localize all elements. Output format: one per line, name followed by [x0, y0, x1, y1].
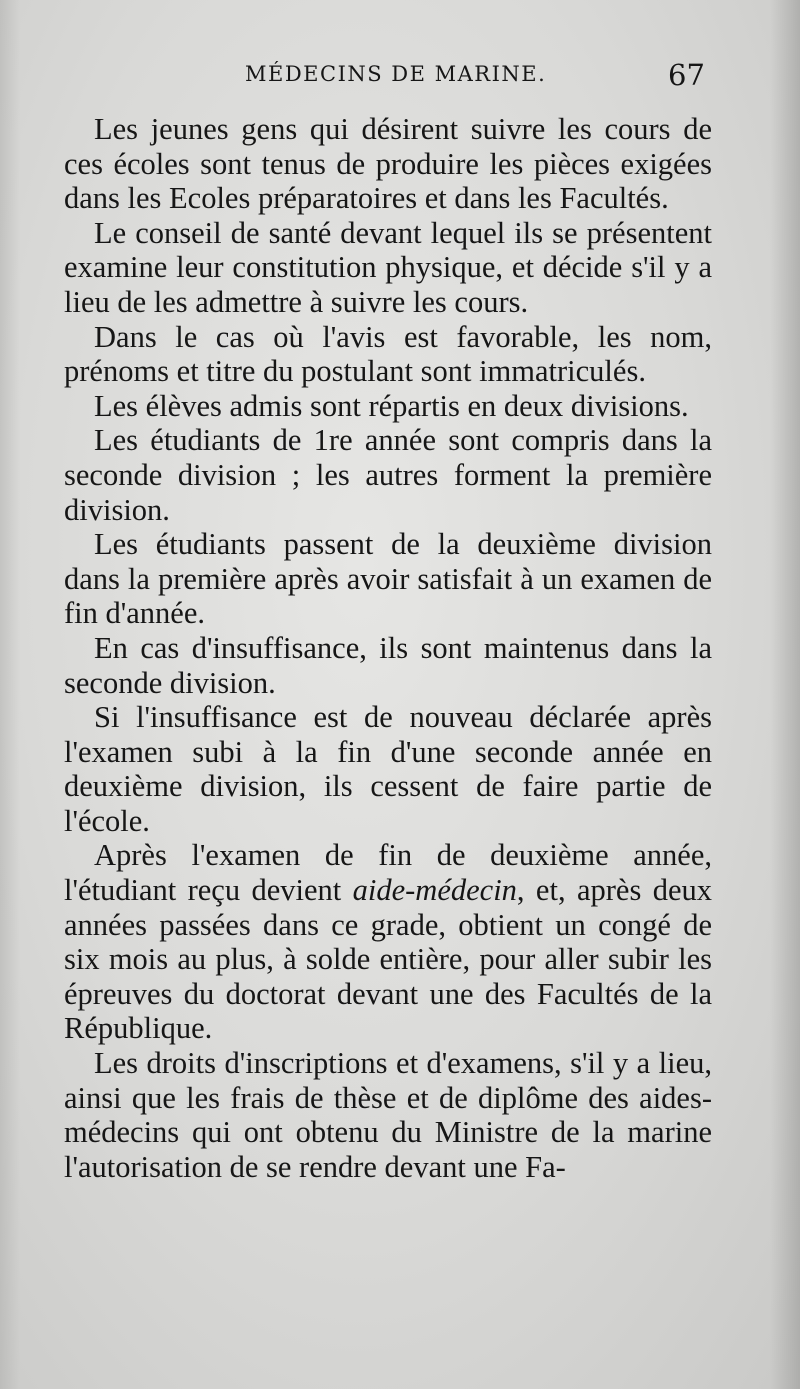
page-edge-shadow-right: [770, 0, 800, 1389]
paragraph: Dans le cas où l'avis est favorable, les nom, prénoms et titre du postulant sont immatriculés.: [64, 319, 712, 389]
paragraph-text-before: Après l'examen de fin de deuxième année, l'étudiant reçu devient: [64, 838, 712, 908]
paragraph: Les droits d'inscriptions et d'examens, s'il y a lieu, ainsi que les frais de thèse et de diplôme des aides-médecins qui ont obtenu du Ministre de la marine l'autorisation de se rendre devant une Fa-: [64, 1046, 712, 1184]
paragraph: Le conseil de santé devant lequel ils se présentent examine leur constitution physique, et décide s'il y a lieu de les admettre à suivre les cours.: [64, 215, 712, 319]
page-edge-shadow-left: [0, 0, 20, 1389]
page-number: 67: [668, 58, 705, 92]
paragraph-text-after: , et, après deux années passées dans ce grade, obtient un congé de six mois au plus, à solde entière, pour aller subir les épreuves du doctorat devant une des Facultés de la République.: [64, 873, 712, 1046]
body-text: [64, 112, 712, 1184]
paragraph: Les jeunes gens qui désirent suivre les cours de ces écoles sont tenus de produire les pièces exigées dans les Ecoles préparatoires et dans les Facultés.: [64, 112, 712, 216]
paragraph: Les élèves admis sont répartis en deux divisions.: [94, 388, 689, 423]
paragraph-with-emphasis: [64, 838, 712, 1046]
emphasized-term: aide-médecin: [352, 873, 517, 908]
paragraph: Les étudiants de 1re année sont compris dans la seconde division ; les autres forment la première division.: [64, 423, 712, 527]
paragraph: En cas d'insuffisance, ils sont maintenus dans la seconde division.: [64, 630, 712, 700]
paragraph: Les étudiants passent de la deuxième division dans la première après avoir satisfait à un examen de fin d'année.: [64, 527, 712, 631]
paragraph: Si l'insuffisance est de nouveau déclarée après l'examen subi à la fin d'une seconde année en deuxième division, ils cessent de faire partie de l'école.: [64, 700, 712, 838]
running-head: MÉDECINS DE MARINE.: [245, 62, 547, 86]
